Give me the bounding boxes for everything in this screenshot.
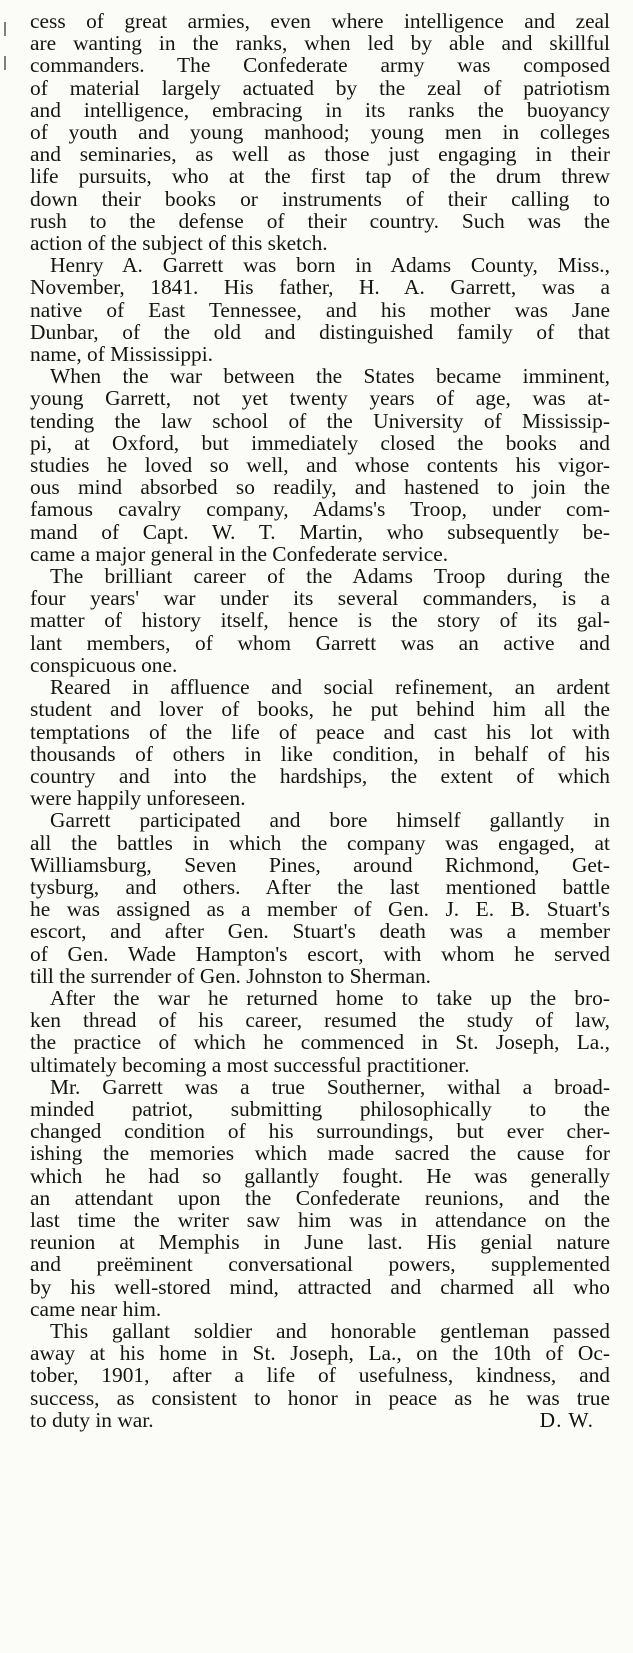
text-line: to duty in war. xyxy=(30,1407,154,1432)
author-signature: D. W. xyxy=(539,1408,594,1432)
paragraph-battles xyxy=(30,809,610,987)
text-line: ultimately becoming a most successful practitioner. xyxy=(30,1052,470,1077)
text-line: were happily unforeseen. xyxy=(30,786,246,811)
text-line: famous cavalry company, Adams's Troop, under com- xyxy=(30,497,610,522)
text-line: till the surrender of Gen. Johnston to Sherman. xyxy=(30,963,432,988)
text-line: all the battles in which the company was engaged, at xyxy=(30,830,610,855)
text-line: pi, at Oxford, but immediately closed the books and xyxy=(30,430,610,455)
text-line: young Garrett, not yet twenty years of age, was at- xyxy=(30,386,610,411)
text-line: of material largely actuated by the zeal of patriotism xyxy=(30,75,610,100)
text-line: came near him. xyxy=(30,1296,162,1321)
text-line: lant members, of whom Garrett was an active and xyxy=(30,630,610,655)
text-line: temptations of the life of peace and cast his lot with xyxy=(30,719,610,744)
text-line: After the war he returned home to take up the bro- xyxy=(50,985,610,1010)
text-line: away at his home in St. Joseph, La., on the 10th of Oc- xyxy=(30,1341,610,1366)
text-line: studies he loved so well, and whose contents his vigor- xyxy=(30,453,610,478)
paragraph-adams-troop xyxy=(30,565,610,676)
paragraph-southerner xyxy=(30,1076,610,1320)
text-line: Henry A. Garrett was born in Adams County, Miss., xyxy=(50,253,610,278)
text-line: country and into the hardships, the extent of which xyxy=(30,763,610,788)
text-line: Garrett participated and bore himself gallantly in xyxy=(50,808,610,833)
text-line: Dunbar, of the old and distinguished family of that xyxy=(30,319,610,344)
text-line: November, 1841. His father, H. A. Garrett, was a xyxy=(30,275,610,300)
text-line: he was assigned as a member of Gen. J. E. B. Stuart's xyxy=(30,897,610,922)
text-line: commanders. The Confederate army was composed xyxy=(30,53,610,78)
text-line: an attendant upon the Confederate reunions, and the xyxy=(30,1185,610,1210)
text-line: reunion at Memphis in June last. His genial nature xyxy=(30,1230,610,1255)
text-line: mand of Capt. W. T. Martin, who subsequently be- xyxy=(30,519,610,544)
text-line: down their books or instruments of their calling to xyxy=(30,186,610,211)
text-line: thousands of others in like condition, in behalf of his xyxy=(30,741,610,766)
text-line: action of the subject of this sketch. xyxy=(30,231,328,256)
text-line: matter of history itself, hence is the story of its gal- xyxy=(30,608,610,633)
text-line: changed condition of his surroundings, but ever cher- xyxy=(30,1119,610,1144)
text-line: of Gen. Wade Hampton's escort, with whom he served xyxy=(30,941,610,966)
text-line: rush to the defense of their country. Such was the xyxy=(30,208,610,233)
text-line: ous mind absorbed so readily, and hastened to join the xyxy=(30,475,610,500)
text-line: tober, 1901, after a life of usefulness, kindness, and xyxy=(30,1363,610,1388)
text-line: success, as consistent to honor in peace as he was true xyxy=(30,1385,610,1410)
text-line: of youth and young manhood; young men in colleges xyxy=(30,120,610,145)
text-line: life pursuits, who at the first tap of the drum threw xyxy=(30,164,610,189)
text-line: four years' war under its several commanders, is a xyxy=(30,586,610,611)
paragraph-birth xyxy=(30,254,610,365)
text-line: escort, and after Gen. Stuart's death was a member xyxy=(30,919,610,944)
text-line: ken thread of his career, resumed the study of law, xyxy=(30,1008,610,1033)
text-line: conspicuous one. xyxy=(30,652,178,677)
text-line: Mr. Garrett was a true Southerner, withal a broad- xyxy=(50,1074,610,1099)
text-line: student and lover of books, he put behind him all the xyxy=(30,697,610,722)
article-body xyxy=(30,10,610,1431)
text-line: minded patriot, submitting philosophically to the xyxy=(30,1096,610,1121)
binding-edge-mark xyxy=(4,22,6,36)
text-line: The brilliant career of the Adams Troop during the xyxy=(50,564,610,589)
text-line: Williamsburg, Seven Pines, around Richmond, Get- xyxy=(30,852,610,877)
binding-edge-mark xyxy=(4,56,6,70)
text-line: the practice of which he commenced in St. Joseph, La., xyxy=(30,1030,610,1055)
text-line: When the war between the States became imminent, xyxy=(50,364,610,389)
text-line: and intelligence, embracing in its ranks the buoyancy xyxy=(30,97,610,122)
text-line: which he had so gallantly fought. He was generally xyxy=(30,1163,610,1188)
text-line: native of East Tennessee, and his mother was Jane xyxy=(30,297,610,322)
text-line: last time the writer saw him was in attendance on the xyxy=(30,1207,610,1232)
text-line: and preëminent conversational powers, supplemented xyxy=(30,1252,610,1277)
text-line: are wanting in the ranks, when led by able and skillful xyxy=(30,31,610,56)
text-line: and seminaries, as well as those just engaging in their xyxy=(30,142,610,167)
text-line: by his well-stored mind, attracted and charmed all who xyxy=(30,1274,610,1299)
text-line: ishing the memories which made sacred the cause for xyxy=(30,1141,610,1166)
text-line: Reared in affluence and social refinement, an ardent xyxy=(50,675,610,700)
text-line: name, of Mississippi. xyxy=(30,342,214,367)
paragraph-after-war xyxy=(30,987,610,1076)
text-line: cess of great armies, even where intelligence and zeal xyxy=(30,9,610,33)
text-line: tysburg, and others. After the last mentioned battle xyxy=(30,874,610,899)
text-line: This gallant soldier and honorable gentleman passed xyxy=(50,1318,610,1343)
text-line: tending the law school of the University of Mississip- xyxy=(30,408,610,433)
paragraph-war-begins xyxy=(30,365,610,565)
paragraph-intro-continuation xyxy=(30,10,610,254)
text-line: came a major general in the Confederate service. xyxy=(30,541,449,566)
paragraph-affluence xyxy=(30,676,610,809)
